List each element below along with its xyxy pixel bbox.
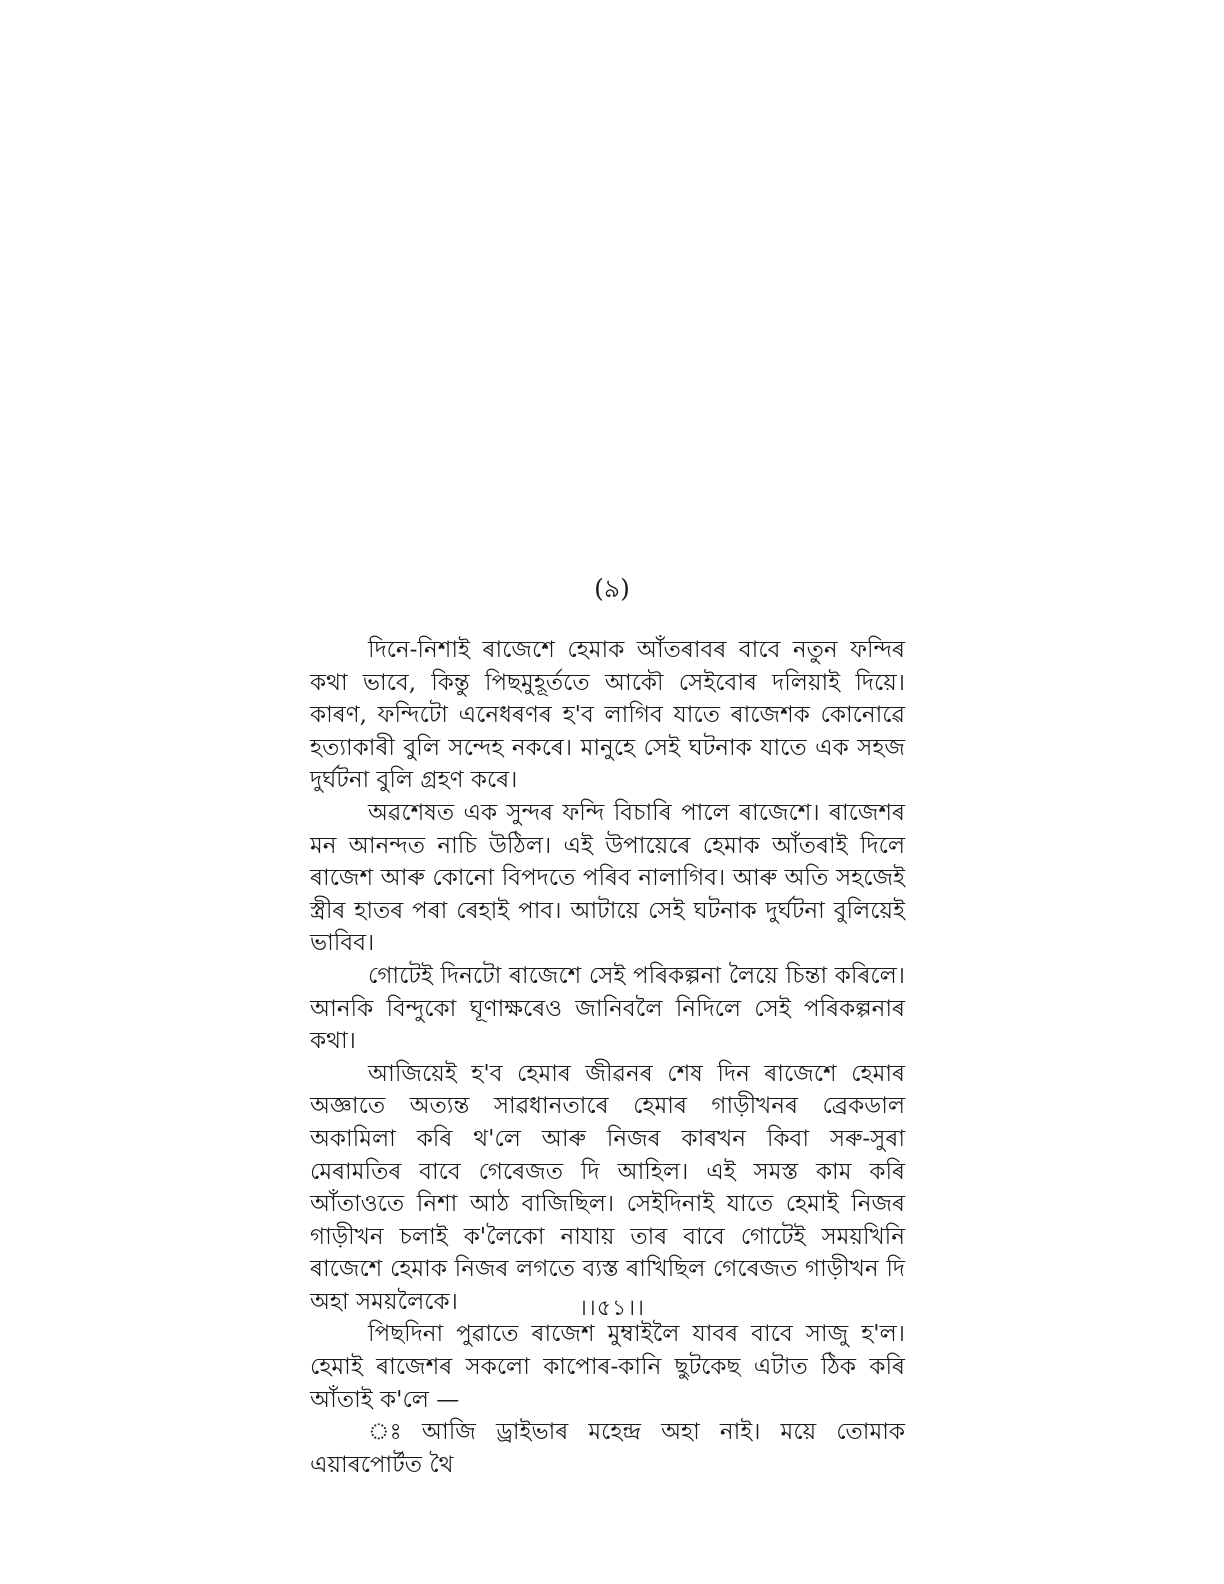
paragraph-6: ঃ আজি ড্ৰাইভাৰ মহেন্দ্ৰ অহা নাই। ময়ে তোমাক এয়াৰপোৰ্টত থৈ [310, 1419, 905, 1478]
chapter-number: (৯) [594, 574, 630, 603]
paragraph-1: দিনে-নিশাই ৰাজেশে হেমাক আঁতৰাবৰ বাবে নতুন ফন্দিৰ কথা ভাবে, কিন্তু পিছমুহূৰ্ততে আকৌ সেইবোৰ দলিয়াই দিয়ে। কাৰণ, ফন্দিটো এনেধৰণৰ হ'ব লাগিব যাতে ৰাজেশক কোনোৱে হত্যাকাৰী বুলি সন্দেহ নকৰে। মানুহে সেই ঘটনাক যাতে এক সহজ দুৰ্ঘটনা বুলি গ্ৰহণ কৰে। [310, 637, 905, 794]
paragraph-4: আজিয়েই হ'ব হেমাৰ জীৱনৰ শেষ দিন ৰাজেশে হেমাৰ অজ্ঞাতে অত্যন্ত সাৱধানতাৰে হেমাৰ গাড়ীখনৰ ব্ৰেকডাল অকামিলা কৰি থ'লে আৰু নিজৰ কাৰখন কিবা সৰু-সুৰা মেৰামতিৰ বাবে গেৰেজত দি আহিল। এই সমস্ত কাম কৰি আঁতাওতে নিশা আঠ বাজিছিল। সেইদিনাই যাতে হেমাই নিজৰ গাড়ীখন চলাই ক'লৈকো নাযায় তাৰ বাবে গোটেই সময়খিনি ৰাজেশে হেমাক নিজৰ লগতে ব্যস্ত ৰাখিছিল গেৰেজত গাড়ীখন দি অহা সময়লৈকে। [310, 1060, 905, 1315]
page-number: ।।৫১।। [578, 1296, 646, 1321]
paragraph-3: গোটেই দিনটো ৰাজেশে সেই পৰিকল্পনা লৈয়ে চিন্তা কৰিলে। আনকি বিন্দুকো ঘূণাক্ষৰেও জানিবলৈ নিদিলে সেই পৰিকল্পনাৰ কথা। [310, 962, 905, 1055]
body-text [310, 634, 905, 1481]
paragraph-2: অৱশেষত এক সুন্দৰ ফন্দি বিচাৰি পালে ৰাজেশে। ৰাজেশৰ মন আনন্দত নাচি উঠিল। এই উপায়েৰে হেমাক আঁতৰাই দিলে ৰাজেশ আৰু কোনো বিপদতে পৰিব নালাগিব। আৰু অতি সহজেই স্ত্ৰীৰ হাতৰ পৰা ৰেহাই পাব। আটায়ে সেই ঘটনাক দুৰ্ঘটনা বুলিয়েই ভাবিব। [310, 799, 905, 957]
paragraph-5: পিছদিনা পুৱাতে ৰাজেশ মুম্বাইলৈ যাবৰ বাবে সাজু হ'ল। হেমাই ৰাজেশৰ সকলো কাপোৰ-কানি ছুটকেছ এটাত ঠিক কৰি আঁতাই ক'লে — [310, 1321, 905, 1413]
